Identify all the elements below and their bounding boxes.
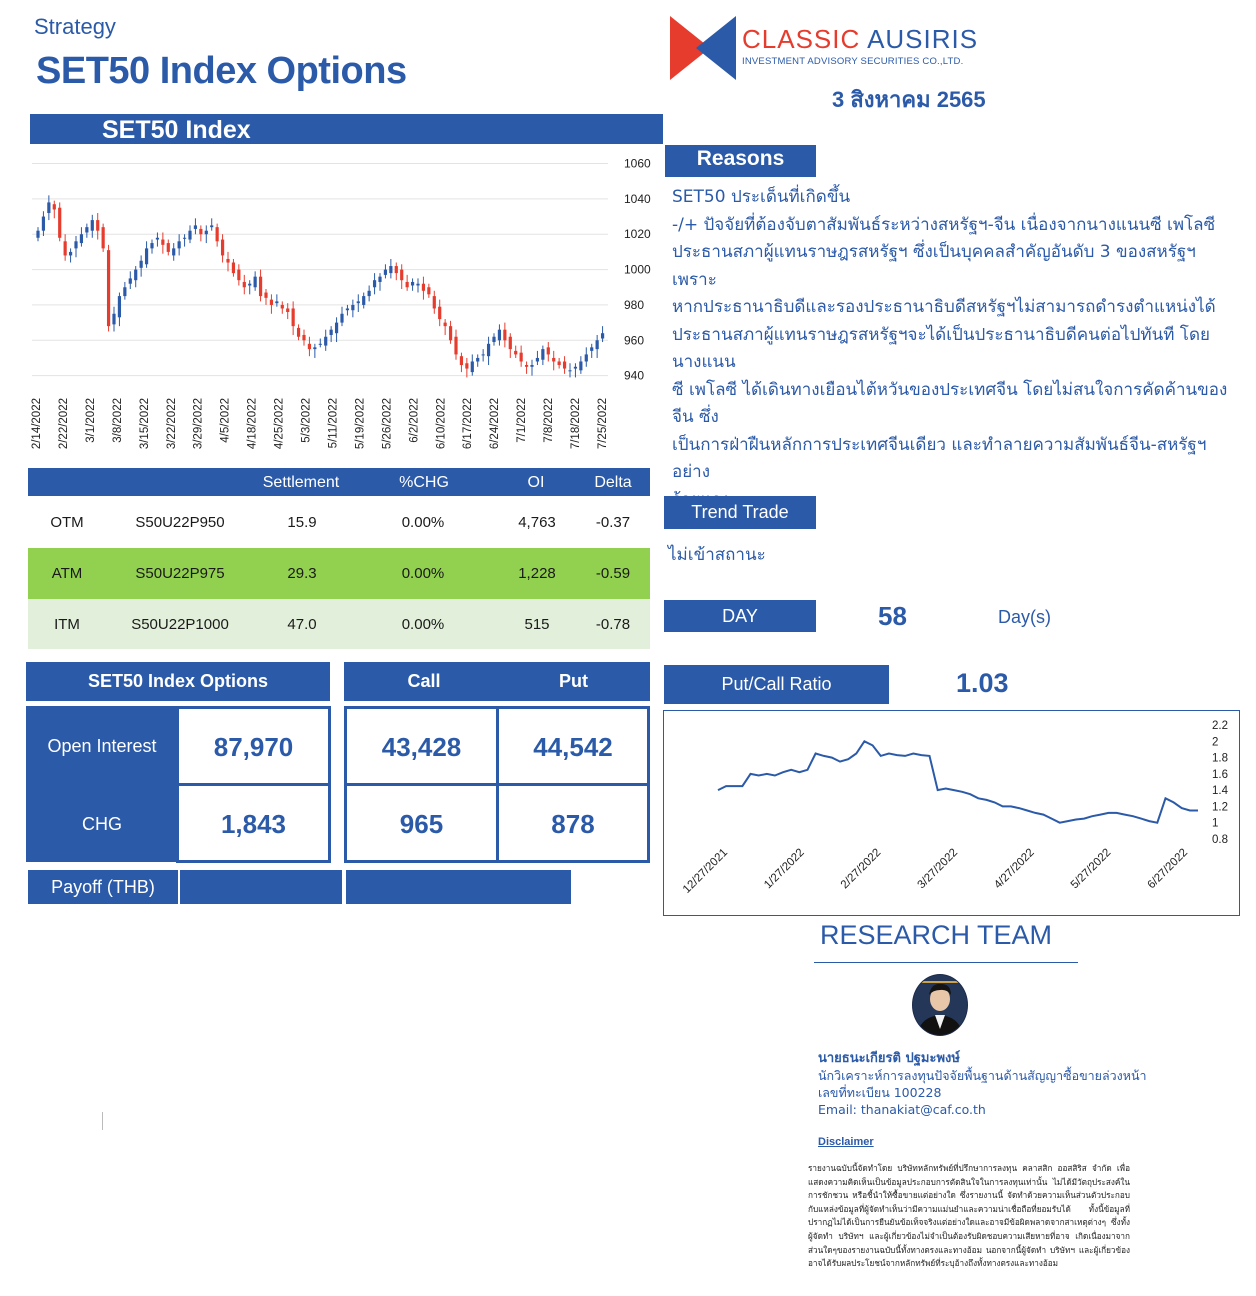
oi-put-value: 44,542	[496, 706, 650, 786]
y-tick-label: 1.8	[1212, 752, 1228, 765]
x-tick-label: 2/22/2022	[57, 398, 70, 450]
candle-body	[579, 361, 582, 370]
candle-body	[482, 354, 485, 355]
row-chg: 0.00%	[401, 514, 445, 531]
candle-body	[150, 243, 153, 248]
candle-body	[324, 337, 327, 346]
x-tick-label: 3/22/2022	[165, 398, 178, 450]
candle-body	[259, 277, 262, 296]
table-row	[28, 497, 650, 548]
reasons-text	[672, 184, 1232, 514]
candle-body	[91, 220, 94, 231]
y-tick-label: 940	[624, 368, 645, 383]
pcr-series-line	[718, 741, 1198, 822]
candle-body	[411, 282, 414, 286]
candle-body	[53, 204, 56, 209]
candle-body	[541, 349, 544, 360]
reasons-line: เป็นการฝ่าฝืนหลักการประเทศจีนเดียว และทำลายความสัมพันธ์จีน-สหรัฐฯอย่าง	[672, 434, 1207, 482]
x-tick-label: 4/25/2022	[273, 398, 286, 450]
analyst-email[interactable]: Email: thanakiat@caf.co.th	[818, 1102, 986, 1117]
summary-title: SET50 Index Options	[26, 662, 330, 701]
candle-body	[498, 330, 501, 341]
candle-body	[568, 370, 571, 371]
x-tick-label: 7/1/2022	[516, 398, 529, 443]
x-tick-label: 1/27/2022	[762, 846, 807, 892]
candle-body	[406, 282, 409, 287]
candle-body	[270, 300, 273, 305]
put-label: Put	[559, 671, 588, 691]
y-tick-label: 1	[1212, 817, 1219, 830]
y-tick-label: 1.6	[1212, 768, 1228, 781]
chg-total-value: 1,843	[176, 783, 331, 863]
candle-body	[313, 347, 316, 349]
x-tick-label: 2/27/2022	[838, 846, 884, 892]
candle-body	[422, 284, 425, 291]
candle-body	[552, 358, 555, 362]
candle-body	[172, 248, 175, 255]
row-chg: 0.00%	[401, 565, 445, 582]
trend-trade-value: ไม่เข้าสถานะ	[668, 545, 766, 565]
candle-body	[378, 277, 381, 282]
row-series: S50U22P975	[135, 565, 225, 582]
x-tick-label: 7/8/2022	[543, 398, 556, 443]
candle-body	[536, 358, 539, 362]
set50-candlestick-chart	[28, 148, 660, 460]
x-tick-label: 5/19/2022	[354, 398, 367, 450]
candle-body	[400, 270, 403, 281]
candle-body	[596, 340, 599, 349]
payoff-label: Payoff (THB)	[28, 870, 178, 904]
candle-body	[167, 243, 170, 252]
row-type: ATM	[51, 565, 83, 582]
candle-body	[281, 305, 284, 309]
options-table-header	[28, 468, 650, 496]
candle-body	[590, 347, 593, 351]
x-tick-label: 6/2/2022	[408, 398, 421, 443]
candle-body	[601, 333, 604, 338]
candle-body	[42, 217, 45, 231]
candle-body	[64, 241, 67, 255]
chg-call-value: 965	[344, 783, 499, 863]
candle-body	[96, 220, 99, 231]
divider	[102, 1112, 103, 1130]
candle-body	[264, 293, 267, 298]
candle-body	[178, 241, 181, 248]
candle-body	[509, 337, 512, 349]
candle-body	[476, 358, 479, 362]
open-interest-label: Open Interest	[47, 736, 157, 756]
x-tick-label: 4/5/2022	[219, 398, 232, 443]
candle-body	[237, 270, 240, 281]
disclaimer-text: รายงานฉบับนี้จัดทำโดย บริษัทหลักทรัพย์ที่ปรึกษาการลงทุน คลาสสิก ออสสิริส จำกัด เพื่อแสดงความคิดเห็นเป็นข้อมูลประกอบการตัดสินใจในการลงทุนเท่านั้น ไม่ได้มีวัตถุประสงค์ในการชักชวน หรือชี้นำให้ซื้อขายแต่อย่างใด ซึ่งรายงานนี้ จัดทำด้วยความเห็นส่วนตัวประกอบกับแหล่งข้อมูลที่ผู้จัดทำเห็นว่ามีความแม่นยำและความน่าเชื่อถือที่ยอมรับได้ ทั้งนี้ข้อมูลที่ปรากฏไม่ได้เป็นการยืนยันข้อเท็จจริงแต่อย่างใดและอาจมีข้อผิดพลาดจากสาเหตุต่างๆ ซึ่งทั้งผู้จัดทำ บริษัทฯ และผู้เกี่ยวข้องไม่จำเป็นต้องรับผิดชอบความเสียหายที่อาจ เกิดเนื่องมาจากส่วนใดๆของรายงานฉบับนี้ทั้งทางตรงและทางอ้อม นอกจากนี้ผู้จัดทำ บริษัทฯ และผู้เกี่ยวข้อง อาจได้รับผลประโยชน์จากหลักทรัพย์ที่ระบุอ้างถึงทั้งทางตรงและทางอ้อม	[808, 1163, 1130, 1269]
candle-body	[210, 225, 213, 227]
candle-body	[389, 266, 392, 273]
day-value: 58	[878, 601, 907, 631]
candle-body	[69, 252, 72, 256]
y-tick-label: 1060	[624, 156, 651, 171]
candle-body	[112, 314, 115, 325]
candle-body	[140, 261, 143, 268]
row-delta: -0.37	[595, 514, 631, 531]
report-date: 3 สิงหาคม 2565	[832, 87, 986, 112]
trend-trade-label: Trend Trade	[664, 496, 816, 529]
x-tick-label: 6/17/2022	[462, 398, 475, 450]
candle-body	[74, 241, 77, 248]
row-labels	[26, 706, 178, 862]
col-oi: OI	[527, 474, 545, 491]
row-settlement: 47.0	[287, 616, 317, 633]
candle-body	[216, 227, 219, 241]
row-type: ITM	[54, 616, 80, 633]
company-logo	[668, 14, 988, 84]
row-oi: 515	[524, 616, 550, 633]
table-row	[28, 599, 650, 649]
row-settlement: 29.3	[287, 565, 317, 582]
candle-body	[574, 367, 577, 369]
disclaimer-title: Disclaimer	[818, 1136, 874, 1148]
reasons-line: ประธานสภาผู้แทนราษฎรสหรัฐฯจะได้เป็นประธานาธิบดีคนต่อไปทันที โดยนางแนน	[672, 324, 1210, 372]
candle-body	[520, 353, 523, 362]
logo-name: CLASSIC AUSIRIS	[742, 24, 979, 54]
reasons-line: ซี เพโลซี ได้เดินทางเยือนไต้หวันของประเทศจีน โดยไม่สนใจการคัดค้านของจีน ซึ่ง	[672, 379, 1228, 427]
candle-body	[357, 301, 360, 303]
analyst-info	[818, 1050, 1147, 1118]
candle-body	[438, 307, 441, 319]
chg-label: CHG	[82, 814, 122, 834]
candle-body	[118, 296, 121, 317]
candle-body	[199, 229, 202, 234]
row-delta: -0.59	[595, 565, 631, 582]
col-settlement: Settlement	[262, 474, 340, 491]
y-tick-label: 2.2	[1212, 720, 1228, 732]
y-tick-label: 1.2	[1212, 801, 1228, 814]
candle-body	[123, 287, 126, 296]
logo-mark-icon	[670, 16, 736, 80]
x-tick-label: 3/15/2022	[138, 398, 151, 450]
set50-index-bar	[30, 114, 663, 144]
payoff-cell	[180, 870, 342, 904]
candle-body	[395, 266, 398, 273]
day-label: DAY	[664, 600, 816, 632]
y-tick-label: 2	[1212, 736, 1219, 749]
x-tick-label: 4/18/2022	[246, 398, 259, 450]
y-tick-label: 1040	[624, 191, 651, 206]
candle-body	[373, 280, 376, 287]
candle-body	[36, 231, 39, 238]
reasons-line: -/+ ปัจจัยที่ต้องจับตาสัมพันธ์ระหว่างสหรัฐฯ-จีน เนื่องจากนางแนนซี เพโลซี	[672, 214, 1216, 235]
candle-body	[563, 361, 566, 368]
y-tick-label: 1000	[624, 262, 651, 277]
candle-body	[547, 347, 550, 354]
oi-total-value: 87,970	[176, 706, 331, 786]
candle-body	[292, 308, 295, 326]
x-tick-label: 5/11/2022	[327, 398, 340, 449]
row-delta: -0.78	[595, 616, 631, 633]
x-tick-label: 12/27/2021	[680, 846, 731, 896]
candle-body	[85, 227, 88, 232]
candle-body	[145, 248, 148, 264]
analyst-avatar	[911, 973, 969, 1037]
candle-body	[465, 363, 468, 368]
day-unit: Day(s)	[998, 607, 1051, 627]
candle-body	[449, 326, 452, 340]
candle-body	[221, 240, 224, 256]
divider	[814, 962, 1078, 963]
candle-body	[308, 344, 311, 349]
candle-body	[530, 365, 533, 367]
x-tick-label: 2/14/2022	[31, 398, 43, 450]
candle-body	[368, 291, 371, 296]
candle-body	[161, 240, 164, 245]
candle-body	[129, 278, 132, 283]
row-type: OTM	[50, 514, 84, 531]
candle-body	[585, 354, 588, 361]
y-tick-label: 0.8	[1212, 834, 1228, 846]
candle-body	[183, 238, 186, 239]
x-tick-label: 5/27/2022	[1068, 846, 1114, 892]
x-tick-label: 3/8/2022	[111, 398, 124, 443]
reasons-line: SET50 ประเด็นที่เกิดขึ้น	[672, 187, 851, 207]
x-tick-label: 3/1/2022	[84, 398, 97, 443]
candle-body	[243, 282, 246, 287]
payoff-cell	[346, 870, 571, 904]
reasons-line: หากประธานาธิบดีและรองประธานาธิบดีสหรัฐฯไม่สามารถดำรงตำแหน่งได้	[672, 297, 1216, 317]
y-tick-label: 1.4	[1212, 785, 1228, 798]
candle-body	[487, 344, 490, 356]
candle-body	[514, 351, 517, 355]
candle-body	[80, 234, 83, 243]
candle-body	[275, 301, 278, 303]
y-tick-label: 1020	[624, 227, 651, 242]
row-oi: 4,763	[518, 514, 556, 531]
x-tick-label: 6/24/2022	[489, 398, 502, 450]
col-chg: %CHG	[399, 474, 449, 491]
candle-body	[384, 270, 387, 275]
analyst-name: นายธนะเกียรติ ปฐมะพงษ์	[818, 1051, 960, 1066]
research-team-title: RESEARCH TEAM	[820, 920, 1053, 950]
put-call-ratio-chart	[664, 711, 1239, 915]
set50-index-title: SET50 Index	[102, 116, 251, 144]
candle-body	[433, 296, 436, 308]
candle-body	[58, 208, 61, 238]
x-tick-label: 3/27/2022	[915, 846, 961, 892]
candle-body	[226, 259, 229, 263]
candle-body	[330, 330, 333, 335]
section-label: Strategy	[34, 14, 116, 39]
page-title: SET50 Index Options	[36, 50, 407, 92]
x-tick-label: 7/18/2022	[570, 398, 583, 450]
row-series: S50U22P950	[135, 514, 225, 531]
candle-body	[416, 284, 419, 286]
x-tick-label: 4/27/2022	[992, 846, 1037, 892]
x-tick-label: 3/29/2022	[192, 398, 205, 450]
candle-body	[351, 305, 354, 310]
y-tick-label: 960	[624, 333, 645, 348]
candle-body	[454, 337, 457, 355]
row-oi: 1,228	[518, 565, 556, 582]
candle-body	[427, 287, 430, 294]
row-series: S50U22P1000	[131, 616, 229, 633]
call-label: Call	[407, 671, 441, 691]
candle-body	[156, 238, 159, 240]
candle-body	[248, 284, 251, 286]
candle-body	[232, 263, 235, 274]
put-call-ratio-label: Put/Call Ratio	[664, 665, 889, 704]
oi-call-value: 43,428	[344, 706, 499, 786]
y-tick-label: 980	[624, 297, 645, 312]
reasons-bar	[665, 145, 816, 177]
analyst-license: เลขที่ทะเบียน 100228	[818, 1085, 942, 1100]
candle-body	[444, 323, 447, 327]
candle-body	[205, 231, 208, 235]
candle-body	[102, 227, 105, 248]
x-tick-label: 6/27/2022	[1145, 846, 1191, 892]
candle-body	[525, 365, 528, 367]
x-tick-label: 7/25/2022	[597, 398, 609, 450]
row-chg: 0.00%	[401, 616, 445, 633]
put-call-ratio-value: 1.03	[956, 668, 1009, 698]
candle-body	[286, 308, 289, 312]
logo-subtitle: INVESTMENT ADVISORY SECURITIES CO.,LTD.	[742, 56, 964, 67]
candle-body	[134, 270, 137, 281]
candle-body	[346, 308, 349, 310]
table-row	[28, 548, 650, 599]
candle-body	[254, 277, 257, 288]
x-tick-label: 5/26/2022	[381, 398, 394, 450]
chg-put-value: 878	[496, 783, 650, 863]
reasons-label: Reasons	[696, 147, 785, 170]
candle-body	[297, 328, 300, 337]
candle-body	[340, 314, 343, 323]
x-tick-label: 5/3/2022	[300, 398, 313, 443]
candle-body	[319, 344, 322, 345]
call-put-header	[344, 662, 650, 701]
col-delta: Delta	[594, 474, 632, 491]
candle-body	[107, 250, 110, 326]
candle-body	[188, 231, 191, 240]
candle-body	[492, 337, 495, 342]
candle-body	[194, 225, 197, 229]
candle-body	[302, 335, 305, 340]
candle-body	[471, 361, 474, 372]
analyst-role: นักวิเคราะห์การลงทุนปัจจัยพื้นฐานด้านสัญญาซื้อขายล่วงหน้า	[818, 1068, 1147, 1083]
candle-body	[335, 323, 338, 334]
candle-body	[460, 356, 463, 365]
reasons-line: ประธานสภาผู้แทนราษฎรสหรัฐฯ ซึ่งเป็นบุคคลสำคัญอันดับ 3 ของสหรัฐฯ เพราะ	[672, 242, 1196, 290]
candle-body	[503, 330, 506, 341]
x-tick-label: 6/10/2022	[435, 398, 448, 450]
candle-body	[558, 361, 561, 365]
candle-body	[362, 296, 365, 305]
candle-body	[47, 202, 50, 213]
row-settlement: 15.9	[287, 514, 317, 531]
